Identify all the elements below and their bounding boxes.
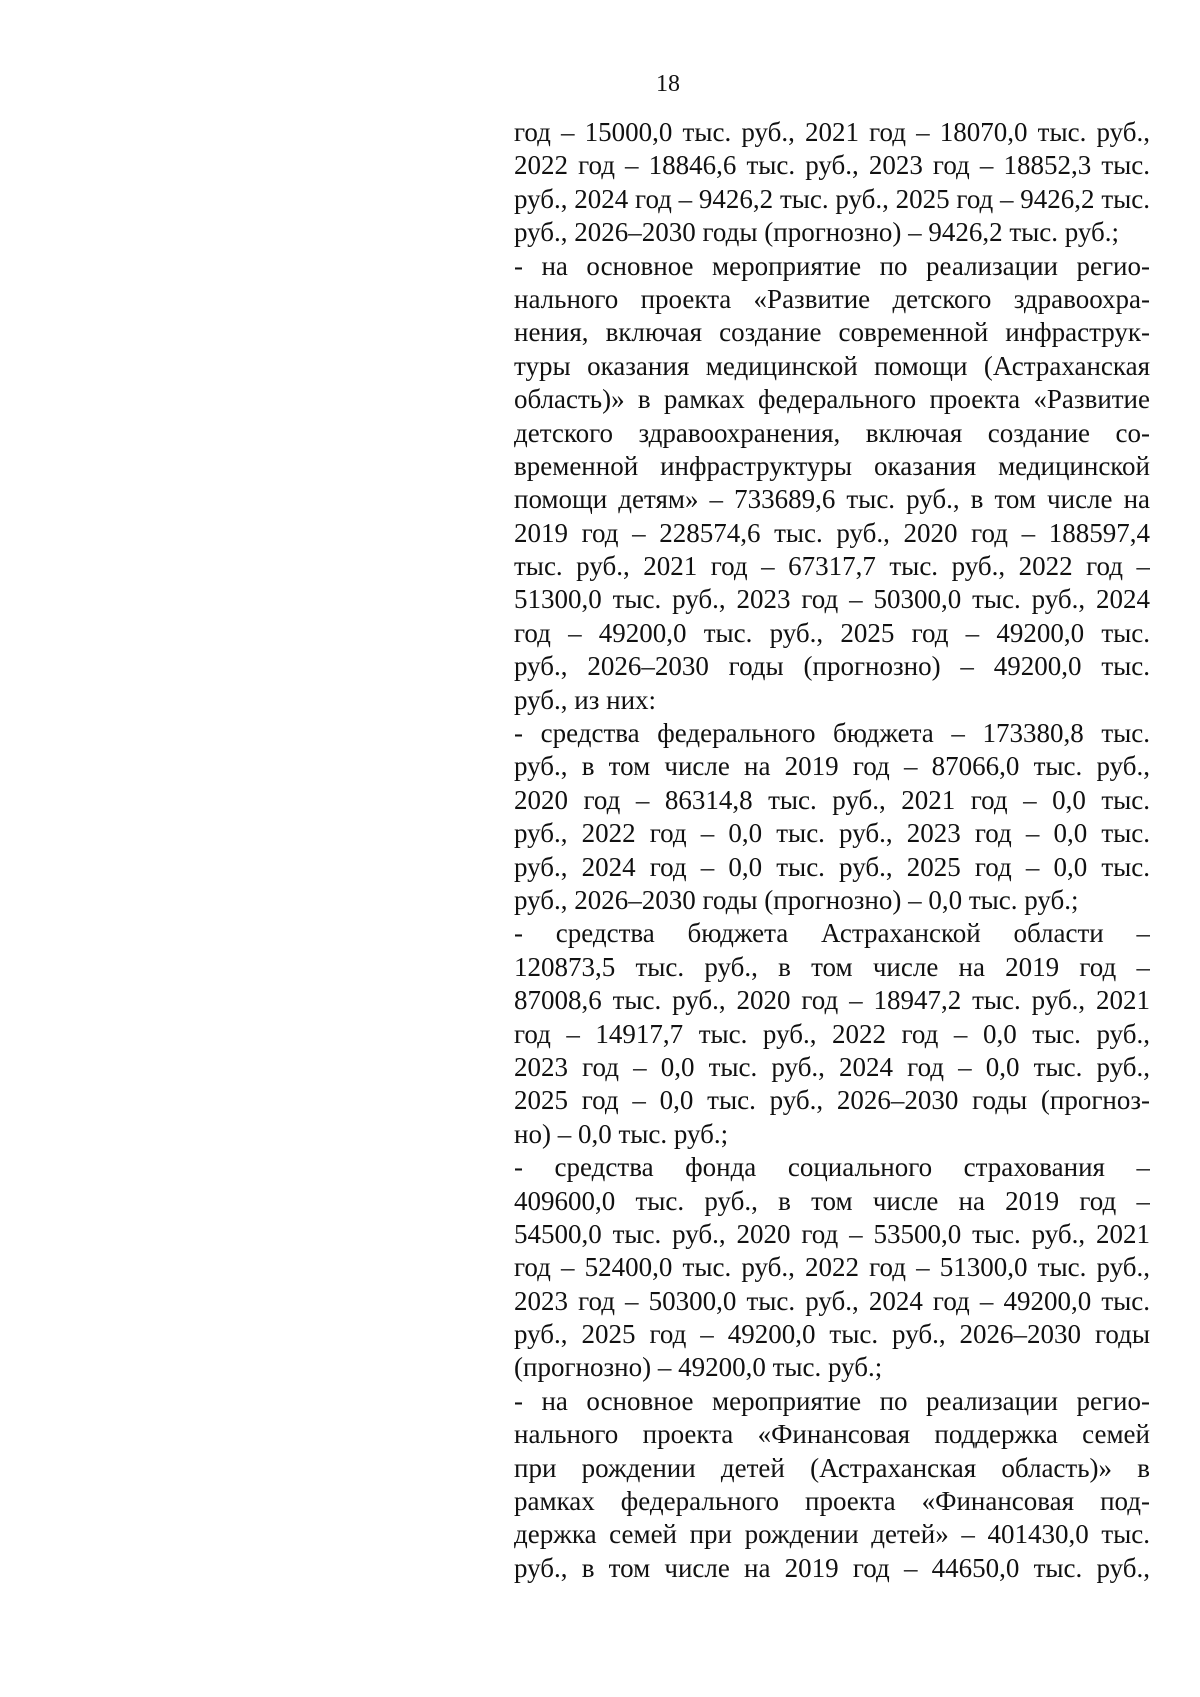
- text-line: нального проекта «Финансовая поддержка семей: [514, 1419, 1150, 1450]
- text-line: руб., из них:: [514, 684, 657, 715]
- text-line: но) – 0,0 тыс. руб.;: [514, 1118, 729, 1149]
- text-line: год – 49200,0 тыс. руб., 2025 год – 49200,0 тыс.: [514, 617, 1150, 648]
- text-line: 2019 год – 228574,6 тыс. руб., 2020 год – 188597,4: [514, 517, 1150, 548]
- text-line: - на основное мероприятие по реализации регио-: [514, 1385, 1150, 1416]
- text-line: 2023 год – 0,0 тыс. руб., 2024 год – 0,0 тыс. руб.,: [514, 1051, 1150, 1082]
- text-line: 2023 год – 50300,0 тыс. руб., 2024 год – 49200,0 тыс.: [514, 1285, 1150, 1316]
- text-line: область)» в рамках федерального проекта «Развитие: [514, 384, 1150, 415]
- text-line: 51300,0 тыс. руб., 2023 год – 50300,0 тыс. руб., 2024: [514, 584, 1150, 615]
- text-line: тыс. руб., 2021 год – 67317,7 тыс. руб., 2022 год –: [514, 551, 1150, 582]
- text-line: - средства фонда социального страхования –: [514, 1152, 1150, 1183]
- text-line: 120873,5 тыс. руб., в том числе на 2019 год –: [514, 951, 1150, 982]
- text-line: нального проекта «Развитие детского здравоохра-: [514, 283, 1150, 314]
- text-line: руб., 2024 год – 0,0 тыс. руб., 2025 год – 0,0 тыс.: [514, 851, 1150, 882]
- text-line: при рождении детей (Астраханская область)» в: [514, 1452, 1150, 1483]
- text-line: 54500,0 тыс. руб., 2020 год – 53500,0 тыс. руб., 2021: [514, 1218, 1150, 1249]
- text-line: - средства бюджета Астраханской области –: [514, 918, 1150, 949]
- text-line: руб., в том числе на 2019 год – 87066,0 тыс. руб.,: [514, 751, 1150, 782]
- text-line: руб., 2022 год – 0,0 тыс. руб., 2023 год – 0,0 тыс.: [514, 818, 1150, 849]
- text-line: нения, включая создание современной инфраструк-: [514, 317, 1150, 348]
- text-line: руб., 2025 год – 49200,0 тыс. руб., 2026–2030 годы: [514, 1319, 1150, 1350]
- text-line: год – 52400,0 тыс. руб., 2022 год – 51300,0 тыс. руб.,: [514, 1252, 1150, 1283]
- text-line: руб., в том числе на 2019 год – 44650,0 тыс. руб.,: [514, 1552, 1150, 1583]
- text-line: руб., 2026–2030 годы (прогнозно) – 9426,2 тыс. руб.;: [514, 217, 1120, 248]
- text-line: руб., 2026–2030 годы (прогнозно) – 0,0 тыс. руб.;: [514, 884, 1079, 915]
- text-line: детского здравоохранения, включая создание со-: [514, 417, 1150, 448]
- document-text: [514, 116, 1150, 1585]
- text-line: 409600,0 тыс. руб., в том числе на 2019 год –: [514, 1185, 1150, 1216]
- text-line: 2025 год – 0,0 тыс. руб., 2026–2030 годы (прогноз-: [514, 1085, 1150, 1116]
- text-line: 2020 год – 86314,8 тыс. руб., 2021 год – 0,0 тыс.: [514, 784, 1150, 815]
- text-line: держка семей при рождении детей» – 401430,0 тыс.: [514, 1519, 1150, 1550]
- text-line: рамках федерального проекта «Финансовая под-: [514, 1486, 1150, 1517]
- text-line: 87008,6 тыс. руб., 2020 год – 18947,2 тыс. руб., 2021: [514, 985, 1150, 1016]
- text-line: год – 15000,0 тыс. руб., 2021 год – 18070,0 тыс. руб.,: [514, 117, 1150, 147]
- text-line: помощи детям» – 733689,6 тыс. руб., в том числе на: [514, 484, 1150, 515]
- text-line: туры оказания медицинской помощи (Астраханская: [514, 350, 1150, 381]
- text-line: (прогнозно) – 49200,0 тыс. руб.;: [514, 1352, 883, 1383]
- text-line: руб., 2026–2030 годы (прогнозно) – 49200,0 тыс.: [514, 651, 1150, 682]
- page-number: 18: [656, 71, 680, 97]
- text-line: год – 14917,7 тыс. руб., 2022 год – 0,0 тыс. руб.,: [514, 1018, 1150, 1049]
- text-line: временной инфраструктуры оказания медицинской: [514, 450, 1150, 481]
- text-line: руб., 2024 год – 9426,2 тыс. руб., 2025 год – 9426,2 тыс.: [514, 183, 1150, 214]
- text-line: 2022 год – 18846,6 тыс. руб., 2023 год – 18852,3 тыс.: [514, 150, 1150, 181]
- text-line: - на основное мероприятие по реализации регио-: [514, 250, 1150, 281]
- text-line: - средства федерального бюджета – 173380,8 тыс.: [514, 718, 1150, 749]
